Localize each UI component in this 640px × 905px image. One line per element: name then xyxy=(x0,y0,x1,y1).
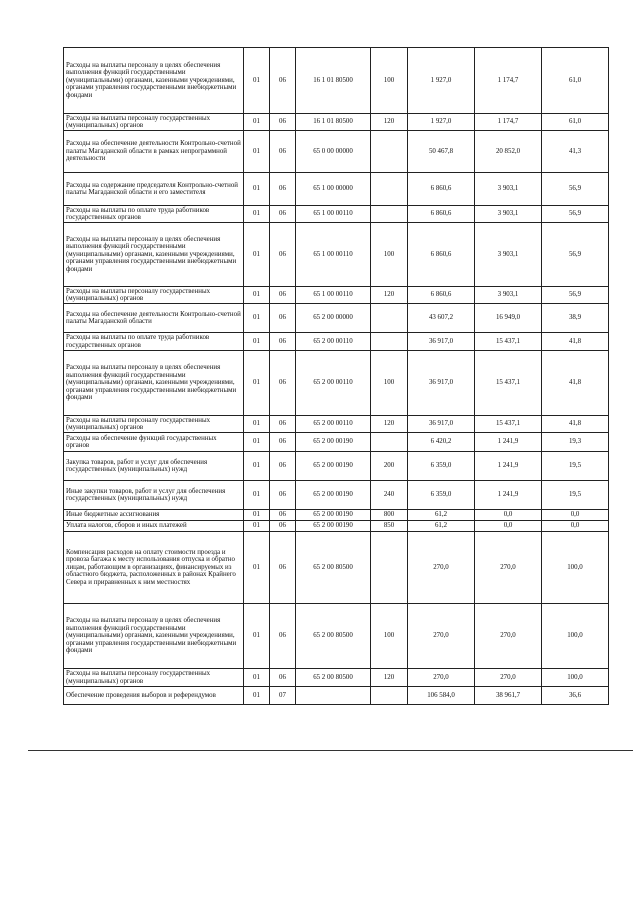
cell-target-article: 65 2 00 00190 xyxy=(296,452,371,481)
cell-target-article: 65 2 00 80500 xyxy=(296,604,371,669)
cell-percent: 41,8 xyxy=(542,416,609,433)
cell-expense-type xyxy=(371,131,408,173)
cell-percent: 19,3 xyxy=(542,433,609,452)
cell-expense-type: 120 xyxy=(371,114,408,131)
table-row xyxy=(64,173,609,206)
cell-name: Расходы на обеспечение функций государственных органов xyxy=(64,433,244,452)
cell-section: 01 xyxy=(244,114,270,131)
table-row xyxy=(64,481,609,510)
cell-target-article: 65 2 00 00190 xyxy=(296,433,371,452)
table-row xyxy=(64,532,609,604)
table-row xyxy=(64,416,609,433)
cell-section: 01 xyxy=(244,223,270,287)
cell-plan: 50 467,8 xyxy=(408,131,475,173)
cell-target-article: 65 1 00 00000 xyxy=(296,173,371,206)
cell-expense-type xyxy=(371,433,408,452)
cell-plan: 6 420,2 xyxy=(408,433,475,452)
cell-actual: 16 949,0 xyxy=(475,304,542,333)
cell-subsection: 06 xyxy=(270,114,296,131)
cell-target-article: 65 2 00 80500 xyxy=(296,669,371,687)
cell-target-article: 65 1 00 00110 xyxy=(296,287,371,304)
cell-section: 01 xyxy=(244,351,270,416)
cell-plan: 1 927,0 xyxy=(408,114,475,131)
cell-plan: 61,2 xyxy=(408,521,475,532)
cell-actual: 1 241,9 xyxy=(475,481,542,510)
cell-actual: 1 241,9 xyxy=(475,433,542,452)
cell-actual: 3 903,1 xyxy=(475,206,542,223)
cell-subsection: 06 xyxy=(270,173,296,206)
cell-expense-type xyxy=(371,333,408,351)
cell-plan: 106 584,0 xyxy=(408,687,475,705)
cell-target-article: 65 2 00 00190 xyxy=(296,510,371,521)
cell-percent: 100,0 xyxy=(542,532,609,604)
cell-name: Уплата налогов, сборов и иных платежей xyxy=(64,521,244,532)
cell-section: 01 xyxy=(244,287,270,304)
cell-percent: 19,5 xyxy=(542,452,609,481)
cell-expense-type: 120 xyxy=(371,416,408,433)
cell-target-article: 65 0 00 00000 xyxy=(296,131,371,173)
cell-target-article: 65 2 00 80500 xyxy=(296,532,371,604)
cell-actual: 1 174,7 xyxy=(475,114,542,131)
cell-plan: 6 860,6 xyxy=(408,223,475,287)
cell-target-article: 65 1 00 00110 xyxy=(296,223,371,287)
cell-subsection: 06 xyxy=(270,416,296,433)
cell-expense-type xyxy=(371,687,408,705)
cell-percent: 100,0 xyxy=(542,669,609,687)
cell-section: 01 xyxy=(244,304,270,333)
cell-plan: 6 359,0 xyxy=(408,452,475,481)
cell-plan: 61,2 xyxy=(408,510,475,521)
cell-expense-type: 850 xyxy=(371,521,408,532)
cell-actual: 3 903,1 xyxy=(475,173,542,206)
cell-name: Расходы на выплаты персоналу в целях обеспечения выполнения функций государственными (муниципальными) органами, казенными учреждениями, органами управления государственными внебюджетными фондами xyxy=(64,351,244,416)
cell-subsection: 06 xyxy=(270,532,296,604)
cell-percent: 56,9 xyxy=(542,206,609,223)
cell-actual: 1 241,9 xyxy=(475,452,542,481)
cell-actual: 1 174,7 xyxy=(475,48,542,114)
cell-percent: 38,9 xyxy=(542,304,609,333)
cell-actual: 270,0 xyxy=(475,604,542,669)
bottom-rule xyxy=(28,750,633,751)
table-row xyxy=(64,223,609,287)
table-row xyxy=(64,452,609,481)
cell-name: Расходы на выплаты персоналу государственных (муниципальных) органов xyxy=(64,416,244,433)
cell-section: 01 xyxy=(244,687,270,705)
cell-target-article: 65 2 00 00190 xyxy=(296,481,371,510)
cell-subsection: 06 xyxy=(270,333,296,351)
cell-target-article: 65 2 00 00110 xyxy=(296,351,371,416)
cell-actual: 0,0 xyxy=(475,521,542,532)
cell-actual: 270,0 xyxy=(475,669,542,687)
cell-subsection: 06 xyxy=(270,351,296,416)
cell-percent: 41,3 xyxy=(542,131,609,173)
table-row xyxy=(64,669,609,687)
table-row xyxy=(64,131,609,173)
cell-subsection: 06 xyxy=(270,481,296,510)
cell-subsection: 06 xyxy=(270,48,296,114)
cell-name: Иные закупки товаров, работ и услуг для обеспечения государственных (муниципальных) нужд xyxy=(64,481,244,510)
cell-name: Расходы на выплаты персоналу в целях обеспечения выполнения функций государственными (муниципальными) органами, казенными учреждениями, органами управления государственными внебюджетными фондами xyxy=(64,223,244,287)
cell-section: 01 xyxy=(244,131,270,173)
cell-section: 01 xyxy=(244,532,270,604)
budget-table xyxy=(63,47,609,705)
cell-percent: 61,0 xyxy=(542,48,609,114)
cell-target-article: 65 2 00 00190 xyxy=(296,521,371,532)
cell-plan: 6 860,6 xyxy=(408,206,475,223)
cell-name: Расходы на выплаты персоналу государственных (муниципальных) органов xyxy=(64,669,244,687)
cell-target-article: 65 1 00 00110 xyxy=(296,206,371,223)
cell-target-article xyxy=(296,687,371,705)
table-row xyxy=(64,287,609,304)
cell-expense-type: 120 xyxy=(371,287,408,304)
cell-percent: 100,0 xyxy=(542,604,609,669)
cell-section: 01 xyxy=(244,173,270,206)
cell-section: 01 xyxy=(244,333,270,351)
cell-percent: 56,9 xyxy=(542,223,609,287)
cell-actual: 15 437,1 xyxy=(475,416,542,433)
cell-plan: 270,0 xyxy=(408,669,475,687)
cell-actual: 15 437,1 xyxy=(475,333,542,351)
table-row xyxy=(64,604,609,669)
cell-plan: 36 917,0 xyxy=(408,416,475,433)
cell-actual: 0,0 xyxy=(475,510,542,521)
cell-section: 01 xyxy=(244,206,270,223)
cell-expense-type: 200 xyxy=(371,452,408,481)
cell-name: Компенсация расходов на оплату стоимости проезда и провоза багажа к месту использования отпуска и обратно лицам, работающим в организациях, финансируемых из областного бюджета, расположенных в районах Крайнего Севера и приравненных к ним местностях xyxy=(64,532,244,604)
cell-plan: 1 927,0 xyxy=(408,48,475,114)
cell-actual: 3 903,1 xyxy=(475,287,542,304)
cell-section: 01 xyxy=(244,433,270,452)
cell-subsection: 06 xyxy=(270,510,296,521)
cell-expense-type: 120 xyxy=(371,669,408,687)
cell-percent: 36,6 xyxy=(542,687,609,705)
cell-subsection: 06 xyxy=(270,452,296,481)
table-row xyxy=(64,333,609,351)
cell-percent: 0,0 xyxy=(542,510,609,521)
cell-section: 01 xyxy=(244,669,270,687)
cell-actual: 20 852,0 xyxy=(475,131,542,173)
cell-expense-type xyxy=(371,173,408,206)
cell-section: 01 xyxy=(244,48,270,114)
cell-subsection: 06 xyxy=(270,433,296,452)
cell-name: Расходы на обеспечение деятельности Контрольно-счетной палаты Магаданской области в рамках непрограммной деятельности xyxy=(64,131,244,173)
cell-subsection: 06 xyxy=(270,287,296,304)
cell-expense-type: 100 xyxy=(371,48,408,114)
cell-name: Иные бюджетные ассигнования xyxy=(64,510,244,521)
table-row xyxy=(64,304,609,333)
cell-plan: 6 860,6 xyxy=(408,287,475,304)
cell-name: Расходы на выплаты по оплате труда работников государственных органов xyxy=(64,333,244,351)
table-row xyxy=(64,433,609,452)
table-row xyxy=(64,206,609,223)
cell-subsection: 06 xyxy=(270,304,296,333)
table-row xyxy=(64,351,609,416)
cell-expense-type: 100 xyxy=(371,223,408,287)
cell-percent: 56,9 xyxy=(542,287,609,304)
cell-target-article: 65 2 00 00110 xyxy=(296,333,371,351)
cell-expense-type xyxy=(371,532,408,604)
cell-plan: 270,0 xyxy=(408,532,475,604)
table-row xyxy=(64,687,609,705)
cell-plan: 6 860,6 xyxy=(408,173,475,206)
cell-name: Обеспечение проведения выборов и референдумов xyxy=(64,687,244,705)
cell-target-article: 16 1 01 80500 xyxy=(296,48,371,114)
cell-expense-type: 100 xyxy=(371,604,408,669)
cell-name: Расходы на выплаты персоналу государственных (муниципальных) органов xyxy=(64,114,244,131)
cell-name: Расходы на обеспечение деятельности Контрольно-счетной палаты Магаданской области xyxy=(64,304,244,333)
table-body xyxy=(64,48,609,705)
cell-subsection: 06 xyxy=(270,604,296,669)
cell-section: 01 xyxy=(244,510,270,521)
cell-name: Расходы на выплаты персоналу в целях обеспечения выполнения функций государственными (муниципальными) органами, казенными учреждениями, органами управления государственными внебюджетными фондами xyxy=(64,48,244,114)
cell-section: 01 xyxy=(244,604,270,669)
cell-plan: 43 607,2 xyxy=(408,304,475,333)
table-row xyxy=(64,521,609,532)
cell-plan: 36 917,0 xyxy=(408,351,475,416)
cell-percent: 0,0 xyxy=(542,521,609,532)
cell-plan: 6 359,0 xyxy=(408,481,475,510)
cell-section: 01 xyxy=(244,521,270,532)
cell-name: Расходы на выплаты персоналу в целях обеспечения выполнения функций государственными (муниципальными) органами, казенными учреждениями, органами управления государственными внебюджетными фондами xyxy=(64,604,244,669)
cell-subsection: 06 xyxy=(270,669,296,687)
cell-section: 01 xyxy=(244,452,270,481)
cell-plan: 270,0 xyxy=(408,604,475,669)
cell-name: Расходы на выплаты персоналу государственных (муниципальных) органов xyxy=(64,287,244,304)
cell-plan: 36 917,0 xyxy=(408,333,475,351)
cell-section: 01 xyxy=(244,481,270,510)
cell-expense-type: 240 xyxy=(371,481,408,510)
cell-subsection: 06 xyxy=(270,131,296,173)
cell-section: 01 xyxy=(244,416,270,433)
cell-actual: 270,0 xyxy=(475,532,542,604)
table-row xyxy=(64,510,609,521)
table-row xyxy=(64,114,609,131)
cell-expense-type: 800 xyxy=(371,510,408,521)
cell-expense-type xyxy=(371,206,408,223)
cell-subsection: 07 xyxy=(270,687,296,705)
table-row xyxy=(64,48,609,114)
cell-expense-type: 100 xyxy=(371,351,408,416)
cell-percent: 56,9 xyxy=(542,173,609,206)
cell-subsection: 06 xyxy=(270,521,296,532)
cell-percent: 19,5 xyxy=(542,481,609,510)
cell-target-article: 65 2 00 00000 xyxy=(296,304,371,333)
cell-target-article: 65 2 00 00110 xyxy=(296,416,371,433)
cell-name: Расходы на выплаты по оплате труда работников государственных органов xyxy=(64,206,244,223)
cell-actual: 3 903,1 xyxy=(475,223,542,287)
cell-subsection: 06 xyxy=(270,206,296,223)
cell-name: Закупка товаров, работ и услуг для обеспечения государственных (муниципальных) нужд xyxy=(64,452,244,481)
cell-percent: 41,8 xyxy=(542,351,609,416)
cell-percent: 41,8 xyxy=(542,333,609,351)
cell-expense-type xyxy=(371,304,408,333)
cell-name: Расходы на содержание председателя Контрольно-счетной палаты Магаданской области и его заместителя xyxy=(64,173,244,206)
cell-percent: 61,0 xyxy=(542,114,609,131)
cell-subsection: 06 xyxy=(270,223,296,287)
cell-actual: 15 437,1 xyxy=(475,351,542,416)
cell-actual: 38 961,7 xyxy=(475,687,542,705)
cell-target-article: 16 1 01 80500 xyxy=(296,114,371,131)
